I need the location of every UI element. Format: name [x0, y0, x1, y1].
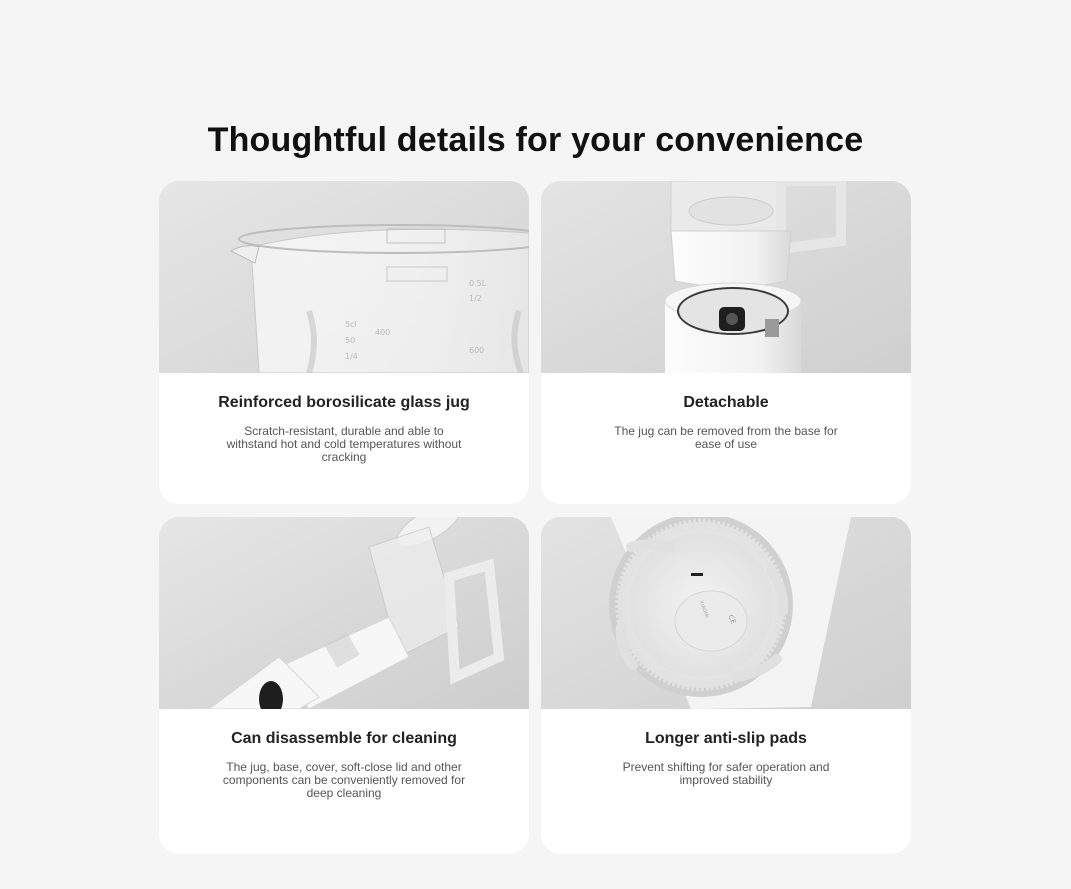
- card-title: Reinforced borosilicate glass jug: [218, 394, 470, 411]
- glass-jug-illustration: [159, 181, 529, 373]
- disassembled-parts-image: [159, 517, 529, 709]
- card-body: [541, 373, 911, 451]
- jug-marking-7: 400: [375, 328, 391, 337]
- card-body: [159, 373, 529, 464]
- feature-card-glass-jug: [159, 181, 529, 504]
- card-description: The jug can be removed from the base for ease of use: [614, 424, 838, 451]
- detachable-jug-illustration: [541, 181, 911, 373]
- feature-grid: [159, 181, 912, 854]
- detachable-jug-image: [541, 181, 911, 373]
- jug-marking-5: 1/4: [345, 352, 358, 361]
- jug-marking-6: 600: [469, 346, 485, 355]
- jug-marking-4: 1/2: [469, 294, 482, 303]
- jug-marking-2: 50: [345, 336, 356, 345]
- glass-jug-image: [159, 181, 529, 373]
- card-description: Scratch-resistant, durable and able to withstand hot and cold temperatures without cracking: [226, 424, 462, 464]
- card-body: [159, 709, 529, 800]
- base-brand-label: XIAOMI: [697, 599, 710, 619]
- anti-slip-base-image: [541, 517, 911, 709]
- feature-card-anti-slip: [541, 517, 911, 854]
- page-title: Thoughtful details for your convenience: [207, 120, 864, 159]
- card-title: Detachable: [683, 394, 769, 411]
- card-title: Can disassemble for cleaning: [231, 730, 457, 747]
- card-title: Longer anti-slip pads: [645, 730, 807, 747]
- feature-card-disassemble: [159, 517, 529, 854]
- card-description: The jug, base, cover, soft-close lid and other components can be conveniently removed for deep cleaning: [222, 760, 466, 800]
- feature-card-detachable: [541, 181, 911, 504]
- disassembled-parts-illustration: [159, 517, 529, 709]
- base-ce-mark: CE: [726, 613, 738, 626]
- card-description: Prevent shifting for safer operation and improved stability: [622, 760, 830, 787]
- card-body: [541, 709, 911, 787]
- jug-marking-1: 5cl: [345, 320, 357, 329]
- jug-marking-3: 0.5L: [469, 279, 487, 288]
- anti-slip-base-illustration: [541, 517, 911, 709]
